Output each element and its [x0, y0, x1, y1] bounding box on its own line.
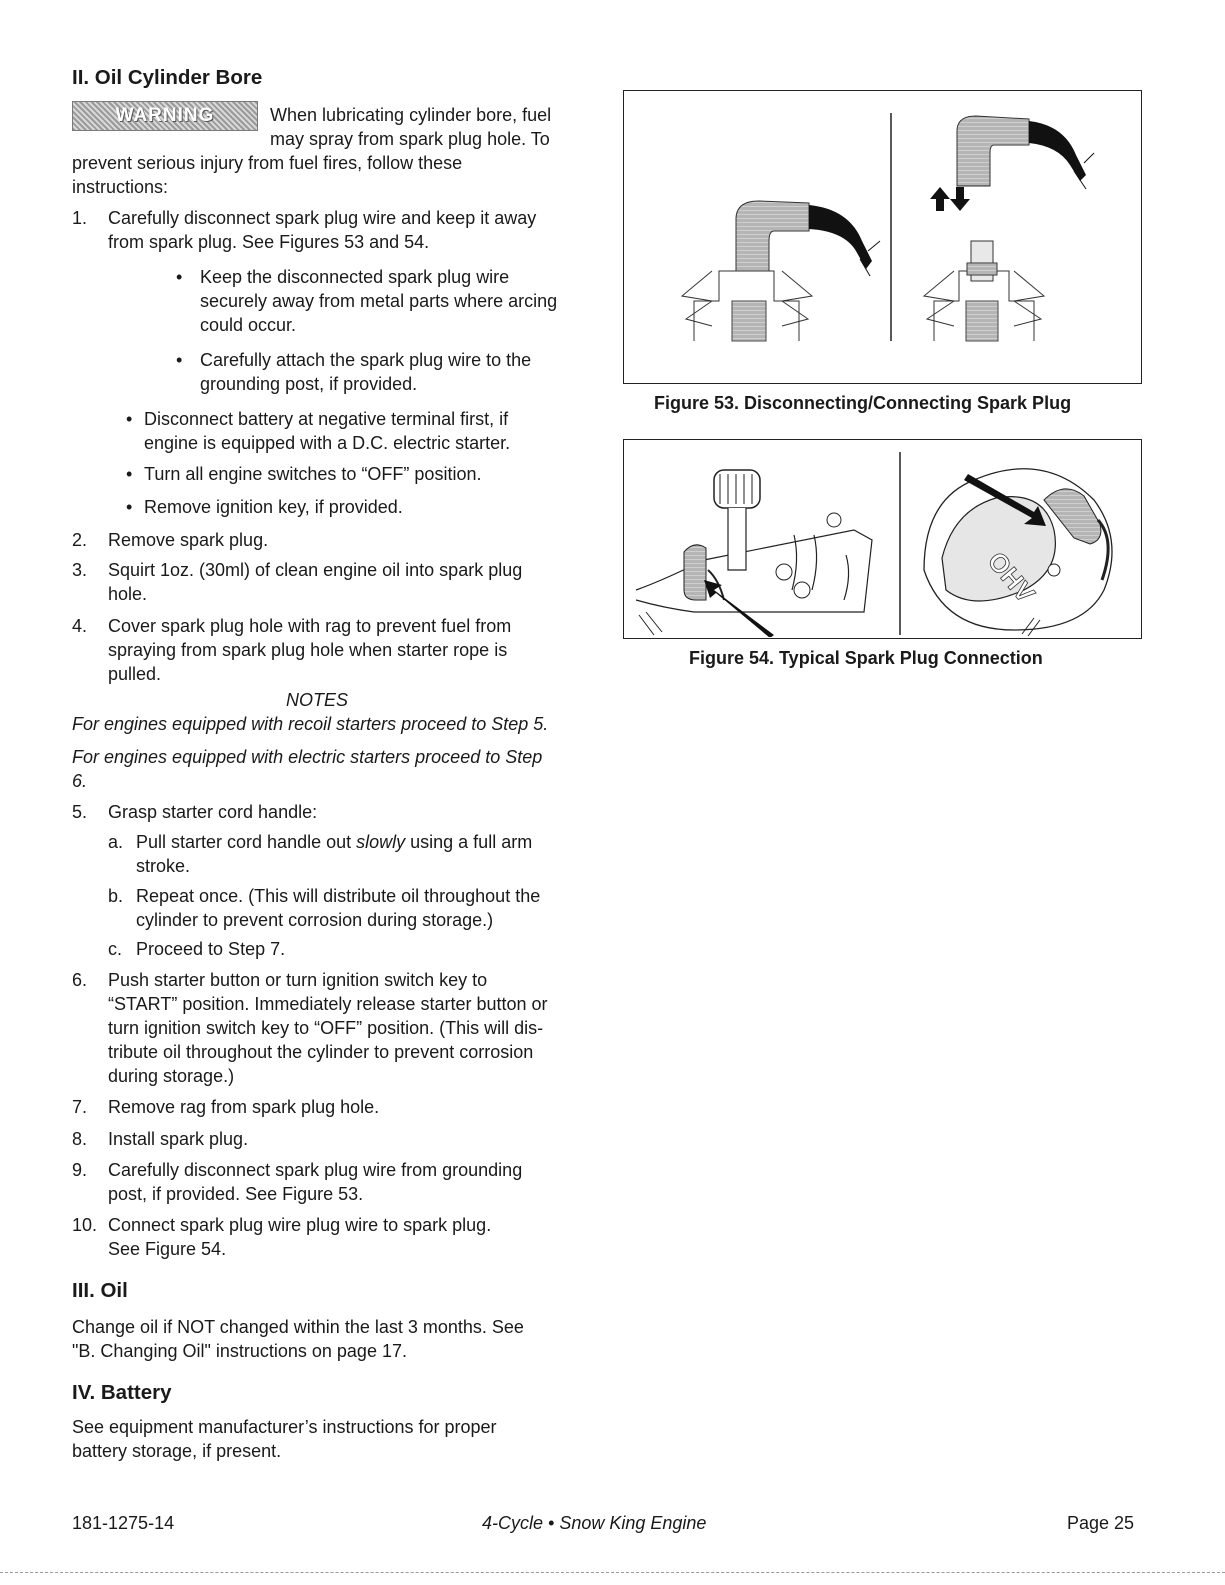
- bullet-text: Keep the disconnected spark plug wire: [200, 267, 510, 287]
- substep-letter: c.: [108, 939, 123, 959]
- footer-page-number: Page 25: [1067, 1513, 1135, 1533]
- step-text: Remove spark plug.: [108, 530, 269, 550]
- bottom-rule: [0, 1572, 1225, 1573]
- step-text: See Figure 54.: [108, 1239, 227, 1259]
- note-recoil-starters: For engines equipped with recoil starters proceed to Step 5.: [72, 714, 549, 734]
- substep-text: cylinder to prevent corrosion during storage.): [136, 910, 494, 930]
- warning-text-line2: may spray from spark plug hole. To: [270, 129, 550, 149]
- warning-text-line3: prevent serious injury from fuel fires, follow these: [72, 153, 463, 173]
- substep-text: Repeat once. (This will distribute oil throughout the: [136, 886, 541, 906]
- step-text: Push starter button or turn ignition switch key to: [108, 970, 488, 990]
- step-text: pulled.: [108, 664, 162, 684]
- footer-part-number: 181-1275-14: [72, 1513, 175, 1533]
- battery-text-line2: battery storage, if present.: [72, 1441, 282, 1461]
- step-number: 2.: [72, 530, 88, 550]
- step-text: post, if provided. See Figure 53.: [108, 1184, 364, 1204]
- step-number: 9.: [72, 1160, 88, 1180]
- bullet-text: securely away from metal parts where arcing: [200, 291, 558, 311]
- step-text: Cover spark plug hole with rag to prevent fuel from: [108, 616, 512, 636]
- warning-badge: WARNING: [72, 101, 258, 131]
- step-text: Remove rag from spark plug hole.: [108, 1097, 380, 1117]
- step-number: 4.: [72, 616, 88, 636]
- spark-plug-boot-attached: [682, 201, 880, 341]
- warning-text-line1: When lubricating cylinder bore, fuel: [270, 105, 552, 125]
- warning-text-line4: instructions:: [72, 177, 169, 197]
- ohv-cover-view: [924, 469, 1112, 636]
- step-text: from spark plug. See Figures 53 and 54.: [108, 232, 430, 252]
- figure-54-caption: Figure 54. Typical Spark Plug Connection: [689, 648, 1043, 668]
- substep-text: stroke.: [136, 856, 191, 876]
- oil-text-line2: "B. Changing Oil" instructions on page 17.: [72, 1341, 407, 1361]
- arrow-pointer-icon: [704, 580, 774, 637]
- ohv-label: OHV: [981, 546, 1041, 609]
- notes-title: NOTES: [286, 690, 349, 710]
- bullet-mark: •: [126, 409, 133, 429]
- section-heading-battery: IV. Battery: [72, 1381, 172, 1404]
- bullet-text: grounding post, if provided.: [200, 374, 418, 394]
- arrow-up-icon: [930, 187, 950, 211]
- bullet-mark: •: [126, 497, 133, 517]
- section-heading-oil: III. Oil: [72, 1279, 128, 1302]
- bullet-text: Remove ignition key, if provided.: [144, 497, 403, 517]
- step-number: 1.: [72, 208, 88, 228]
- spark-plug-disconnect-illustration: [624, 91, 1140, 382]
- spark-plug-connection-illustration: [624, 440, 1140, 637]
- bullet-text: could occur.: [200, 315, 297, 335]
- bullet-text: Carefully attach the spark plug wire to the: [200, 350, 532, 370]
- substep-letter: b.: [108, 886, 124, 906]
- bullet-text: Turn all engine switches to “OFF” position.: [144, 464, 482, 484]
- step-text: “START” position. Immediately release starter button or: [108, 994, 548, 1014]
- step-number: 5.: [72, 802, 88, 822]
- bullet-text: engine is equipped with a D.C. electric starter.: [144, 433, 511, 453]
- bullet-text: Disconnect battery at negative terminal first, if: [144, 409, 509, 429]
- step-text: Install spark plug.: [108, 1129, 249, 1149]
- figure-53-caption: Figure 53. Disconnecting/Connecting Spark Plug: [654, 393, 1072, 413]
- note-electric-starters: For engines equipped with electric starters proceed to Step: [72, 747, 543, 767]
- step-text: Carefully disconnect spark plug wire and keep it away: [108, 208, 537, 228]
- figure-54: [623, 439, 1142, 639]
- step-number: 7.: [72, 1097, 88, 1117]
- step-text: spraying from spark plug hole when starter rope is: [108, 640, 508, 660]
- step-number: 10.: [72, 1215, 98, 1235]
- bullet-mark: •: [176, 350, 183, 370]
- substep-letter: a.: [108, 832, 124, 852]
- step-text: tribute oil throughout the cylinder to prevent corrosion: [108, 1042, 534, 1062]
- spark-plug-boot-removed: [924, 116, 1094, 341]
- step-text: turn ignition switch key to “OFF” position. (This will dis-: [108, 1018, 544, 1038]
- arrow-down-icon: [950, 187, 970, 211]
- step-number: 3.: [72, 560, 88, 580]
- step-text: hole.: [108, 584, 148, 604]
- oil-text-line1: Change oil if NOT changed within the last 3 months. See: [72, 1317, 524, 1337]
- section-heading-oil-cylinder-bore: II. Oil Cylinder Bore: [72, 66, 263, 89]
- engine-oil-cap-view: [636, 470, 872, 637]
- bullet-mark: •: [176, 267, 183, 287]
- battery-text-line1: See equipment manufacturer’s instructions for proper: [72, 1417, 497, 1437]
- substep-text: Pull starter cord handle out slowly using a full arm: [136, 832, 533, 852]
- bullet-mark: •: [126, 464, 133, 484]
- step-text: Connect spark plug wire plug wire to spark plug.: [108, 1215, 492, 1235]
- substep-text: Proceed to Step 7.: [136, 939, 286, 959]
- footer-title: 4-Cycle • Snow King Engine: [482, 1513, 707, 1533]
- step-number: 8.: [72, 1129, 88, 1149]
- step-text: during storage.): [108, 1066, 235, 1086]
- figure-53: [623, 90, 1142, 384]
- note-electric-starters-cont: 6.: [72, 771, 88, 791]
- step-text: Grasp starter cord handle:: [108, 802, 318, 822]
- step-text: Squirt 1oz. (30ml) of clean engine oil into spark plug: [108, 560, 523, 580]
- step-text: Carefully disconnect spark plug wire from grounding: [108, 1160, 523, 1180]
- step-number: 6.: [72, 970, 88, 990]
